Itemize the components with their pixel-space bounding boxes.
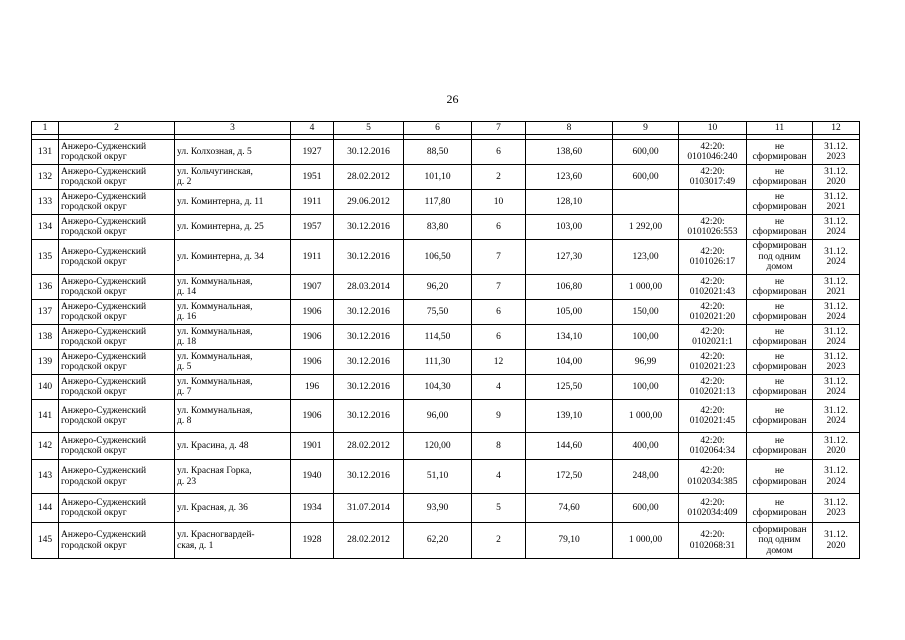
total-area-cell: 139,10: [526, 400, 613, 433]
date-cell: 30.12.2016: [334, 350, 404, 375]
year-built-cell: 1906: [291, 350, 334, 375]
land-area-cell: 100,00: [613, 325, 679, 350]
address-cell: ул. Коммунальная, д. 14: [175, 275, 291, 300]
address-cell: ул. Коммунальная, д. 5: [175, 350, 291, 375]
total-area-cell: 106,80: [526, 275, 613, 300]
deadline-cell: 31.12. 2024: [813, 300, 860, 325]
row-number-cell: 140: [32, 375, 59, 400]
total-area-cell: 104,00: [526, 350, 613, 375]
municipality-cell: Анжеро-Судженский городской округ: [59, 375, 175, 400]
deadline-cell: 31.12. 2023: [813, 350, 860, 375]
address-cell: ул. Кольчугинская, д. 2: [175, 165, 291, 190]
address-cell: ул. Коммунальная, д. 7: [175, 375, 291, 400]
residents-cell: 4: [472, 375, 526, 400]
municipality-cell: Анжеро-Судженский городской округ: [59, 190, 175, 215]
page-number: 26: [446, 92, 459, 106]
table-row: [32, 300, 860, 325]
table-row: [32, 275, 860, 300]
land-status-cell: не сформирован: [747, 215, 813, 240]
municipality-cell: Анжеро-Судженский городской округ: [59, 523, 175, 559]
land-status-cell: не сформирован: [747, 275, 813, 300]
year-built-cell: 1906: [291, 300, 334, 325]
residents-cell: 6: [472, 300, 526, 325]
deadline-cell: 31.12. 2024: [813, 215, 860, 240]
municipality-cell: Анжеро-Судженский городской округ: [59, 300, 175, 325]
address-cell: ул. Коммунальная, д. 18: [175, 325, 291, 350]
column-header: 4: [291, 122, 334, 135]
table-row: [32, 460, 860, 494]
column-header: 11: [747, 122, 813, 135]
date-cell: 29.06.2012: [334, 190, 404, 215]
cadastral-number-cell: 42:20: 0103017:49: [679, 165, 747, 190]
total-area-cell: 125,50: [526, 375, 613, 400]
housing-registry-table: [31, 121, 860, 559]
date-cell: 30.12.2016: [334, 400, 404, 433]
table-row: [32, 140, 860, 165]
total-area-cell: 123,60: [526, 165, 613, 190]
table-row: [32, 375, 860, 400]
year-built-cell: 1940: [291, 460, 334, 494]
residents-cell: 6: [472, 140, 526, 165]
residents-cell: 7: [472, 240, 526, 275]
address-cell: ул. Коминтерна, д. 11: [175, 190, 291, 215]
year-built-cell: 1934: [291, 494, 334, 523]
area-cell: 104,30: [404, 375, 472, 400]
total-area-cell: 127,30: [526, 240, 613, 275]
deadline-cell: 31.12. 2024: [813, 460, 860, 494]
deadline-cell: 31.12. 2024: [813, 325, 860, 350]
address-cell: ул. Красная Горка, д. 23: [175, 460, 291, 494]
municipality-cell: Анжеро-Судженский городской округ: [59, 165, 175, 190]
year-built-cell: 1911: [291, 190, 334, 215]
table-row: [32, 494, 860, 523]
row-number-cell: 145: [32, 523, 59, 559]
row-number-cell: 136: [32, 275, 59, 300]
year-built-cell: 1906: [291, 400, 334, 433]
residents-cell: 9: [472, 400, 526, 433]
land-status-cell: не сформирован: [747, 350, 813, 375]
land-area-cell: 400,00: [613, 433, 679, 460]
total-area-cell: 103,00: [526, 215, 613, 240]
date-cell: 28.03.2014: [334, 275, 404, 300]
area-cell: 114,50: [404, 325, 472, 350]
deadline-cell: 31.12. 2024: [813, 400, 860, 433]
date-cell: 30.12.2016: [334, 215, 404, 240]
table-row: [32, 215, 860, 240]
row-number-cell: 141: [32, 400, 59, 433]
column-header: 3: [175, 122, 291, 135]
deadline-cell: 31.12. 2023: [813, 140, 860, 165]
land-status-cell: не сформирован: [747, 190, 813, 215]
land-status-cell: не сформирован: [747, 494, 813, 523]
total-area-cell: 74,60: [526, 494, 613, 523]
cadastral-number-cell: 42:20: 0102021:20: [679, 300, 747, 325]
row-number-cell: 132: [32, 165, 59, 190]
address-cell: ул. Коминтерна, д. 25: [175, 215, 291, 240]
cadastral-number-cell: 42:20: 0102021:23: [679, 350, 747, 375]
date-cell: 30.12.2016: [334, 375, 404, 400]
cadastral-number-cell: 42:20: 0102021:1: [679, 325, 747, 350]
deadline-cell: 31.12. 2023: [813, 494, 860, 523]
municipality-cell: Анжеро-Судженский городской округ: [59, 400, 175, 433]
land-status-cell: не сформирован: [747, 165, 813, 190]
municipality-cell: Анжеро-Судженский городской округ: [59, 350, 175, 375]
cadastral-number-cell: [679, 190, 747, 215]
municipality-cell: Анжеро-Судженский городской округ: [59, 460, 175, 494]
land-area-cell: 1 000,00: [613, 400, 679, 433]
total-area-cell: 172,50: [526, 460, 613, 494]
address-cell: ул. Красина, д. 48: [175, 433, 291, 460]
deadline-cell: 31.12. 2024: [813, 375, 860, 400]
date-cell: 30.12.2016: [334, 240, 404, 275]
table-row: [32, 165, 860, 190]
date-cell: 30.12.2016: [334, 140, 404, 165]
cadastral-number-cell: 42:20: 0101046:240: [679, 140, 747, 165]
area-cell: 106,50: [404, 240, 472, 275]
year-built-cell: 1928: [291, 523, 334, 559]
deadline-cell: 31.12. 2020: [813, 165, 860, 190]
row-number-cell: 144: [32, 494, 59, 523]
address-cell: ул. Коммунальная, д. 8: [175, 400, 291, 433]
land-status-cell: сформирован под одним домом: [747, 240, 813, 275]
municipality-cell: Анжеро-Судженский городской округ: [59, 140, 175, 165]
area-cell: 111,30: [404, 350, 472, 375]
land-area-cell: 1 000,00: [613, 275, 679, 300]
address-cell: ул. Колхозная, д. 5: [175, 140, 291, 165]
land-area-cell: 600,00: [613, 494, 679, 523]
area-cell: 75,50: [404, 300, 472, 325]
row-number-cell: 135: [32, 240, 59, 275]
total-area-cell: 79,10: [526, 523, 613, 559]
deadline-cell: 31.12. 2021: [813, 275, 860, 300]
municipality-cell: Анжеро-Судженский городской округ: [59, 494, 175, 523]
cadastral-number-cell: 42:20: 0102064:34: [679, 433, 747, 460]
column-header: 9: [613, 122, 679, 135]
total-area-cell: 105,00: [526, 300, 613, 325]
residents-cell: 12: [472, 350, 526, 375]
row-number-cell: 138: [32, 325, 59, 350]
area-cell: 88,50: [404, 140, 472, 165]
year-built-cell: 1927: [291, 140, 334, 165]
column-header: 2: [59, 122, 175, 135]
land-area-cell: 96,99: [613, 350, 679, 375]
residents-cell: 2: [472, 523, 526, 559]
row-number-cell: 133: [32, 190, 59, 215]
residents-cell: 5: [472, 494, 526, 523]
deadline-cell: 31.12. 2020: [813, 523, 860, 559]
land-area-cell: 123,00: [613, 240, 679, 275]
deadline-cell: 31.12. 2024: [813, 240, 860, 275]
address-cell: ул. Коминтерна, д. 34: [175, 240, 291, 275]
area-cell: 93,90: [404, 494, 472, 523]
land-status-cell: сформирован под одним домом: [747, 523, 813, 559]
year-built-cell: 1907: [291, 275, 334, 300]
municipality-cell: Анжеро-Судженский городской округ: [59, 325, 175, 350]
cadastral-number-cell: 42:20: 0102034:409: [679, 494, 747, 523]
table-row: [32, 400, 860, 433]
area-cell: 96,00: [404, 400, 472, 433]
land-area-cell: 1 292,00: [613, 215, 679, 240]
row-number-cell: 134: [32, 215, 59, 240]
year-built-cell: 1906: [291, 325, 334, 350]
column-header: 12: [813, 122, 860, 135]
area-cell: 96,20: [404, 275, 472, 300]
date-cell: 30.12.2016: [334, 300, 404, 325]
cadastral-number-cell: 42:20: 0102021:45: [679, 400, 747, 433]
residents-cell: 10: [472, 190, 526, 215]
table-row: [32, 240, 860, 275]
table-row: [32, 350, 860, 375]
deadline-cell: 31.12. 2020: [813, 433, 860, 460]
land-area-cell: 600,00: [613, 165, 679, 190]
total-area-cell: 134,10: [526, 325, 613, 350]
column-header: 8: [526, 122, 613, 135]
total-area-cell: 138,60: [526, 140, 613, 165]
land-area-cell: 150,00: [613, 300, 679, 325]
deadline-cell: 31.12. 2021: [813, 190, 860, 215]
column-number-row: [32, 122, 860, 135]
column-header: 10: [679, 122, 747, 135]
date-cell: 28.02.2012: [334, 165, 404, 190]
land-area-cell: 600,00: [613, 140, 679, 165]
area-cell: 62,20: [404, 523, 472, 559]
land-status-cell: не сформирован: [747, 325, 813, 350]
area-cell: 51,10: [404, 460, 472, 494]
year-built-cell: 1951: [291, 165, 334, 190]
land-status-cell: не сформирован: [747, 140, 813, 165]
year-built-cell: 1901: [291, 433, 334, 460]
land-status-cell: не сформирован: [747, 460, 813, 494]
area-cell: 117,80: [404, 190, 472, 215]
land-status-cell: не сформирован: [747, 400, 813, 433]
municipality-cell: Анжеро-Судженский городской округ: [59, 215, 175, 240]
residents-cell: 4: [472, 460, 526, 494]
column-header: 1: [32, 122, 59, 135]
municipality-cell: Анжеро-Судженский городской округ: [59, 433, 175, 460]
address-cell: ул. Красная, д. 36: [175, 494, 291, 523]
land-status-cell: не сформирован: [747, 300, 813, 325]
cadastral-number-cell: 42:20: 0102021:13: [679, 375, 747, 400]
row-number-cell: 139: [32, 350, 59, 375]
land-status-cell: не сформирован: [747, 433, 813, 460]
year-built-cell: 1911: [291, 240, 334, 275]
cadastral-number-cell: 42:20: 0102034:385: [679, 460, 747, 494]
residents-cell: 6: [472, 215, 526, 240]
row-number-cell: 143: [32, 460, 59, 494]
column-header: 7: [472, 122, 526, 135]
land-area-cell: 248,00: [613, 460, 679, 494]
land-area-cell: 1 000,00: [613, 523, 679, 559]
cadastral-number-cell: 42:20: 0101026:553: [679, 215, 747, 240]
table-row: [32, 433, 860, 460]
row-number-cell: 131: [32, 140, 59, 165]
land-status-cell: не сформирован: [747, 375, 813, 400]
address-cell: ул. Коммунальная, д. 16: [175, 300, 291, 325]
residents-cell: 7: [472, 275, 526, 300]
address-cell: ул. Красногвардей- ская, д. 1: [175, 523, 291, 559]
total-area-cell: 128,10: [526, 190, 613, 215]
table-row: [32, 325, 860, 350]
residents-cell: 6: [472, 325, 526, 350]
year-built-cell: 1957: [291, 215, 334, 240]
date-cell: 28.02.2012: [334, 523, 404, 559]
cadastral-number-cell: 42:20: 0101026:17: [679, 240, 747, 275]
date-cell: 30.12.2016: [334, 460, 404, 494]
cadastral-number-cell: 42:20: 0102021:43: [679, 275, 747, 300]
column-header: 5: [334, 122, 404, 135]
total-area-cell: 144,60: [526, 433, 613, 460]
year-built-cell: 196: [291, 375, 334, 400]
municipality-cell: Анжеро-Судженский городской округ: [59, 275, 175, 300]
date-cell: 28.02.2012: [334, 433, 404, 460]
area-cell: 83,80: [404, 215, 472, 240]
area-cell: 101,10: [404, 165, 472, 190]
land-area-cell: [613, 190, 679, 215]
land-area-cell: 100,00: [613, 375, 679, 400]
date-cell: 31.07.2014: [334, 494, 404, 523]
municipality-cell: Анжеро-Судженский городской округ: [59, 240, 175, 275]
area-cell: 120,00: [404, 433, 472, 460]
table-row: [32, 523, 860, 559]
column-header: 6: [404, 122, 472, 135]
table-row: [32, 190, 860, 215]
cadastral-number-cell: 42:20: 0102068:31: [679, 523, 747, 559]
row-number-cell: 137: [32, 300, 59, 325]
residents-cell: 8: [472, 433, 526, 460]
row-number-cell: 142: [32, 433, 59, 460]
date-cell: 30.12.2016: [334, 325, 404, 350]
residents-cell: 2: [472, 165, 526, 190]
